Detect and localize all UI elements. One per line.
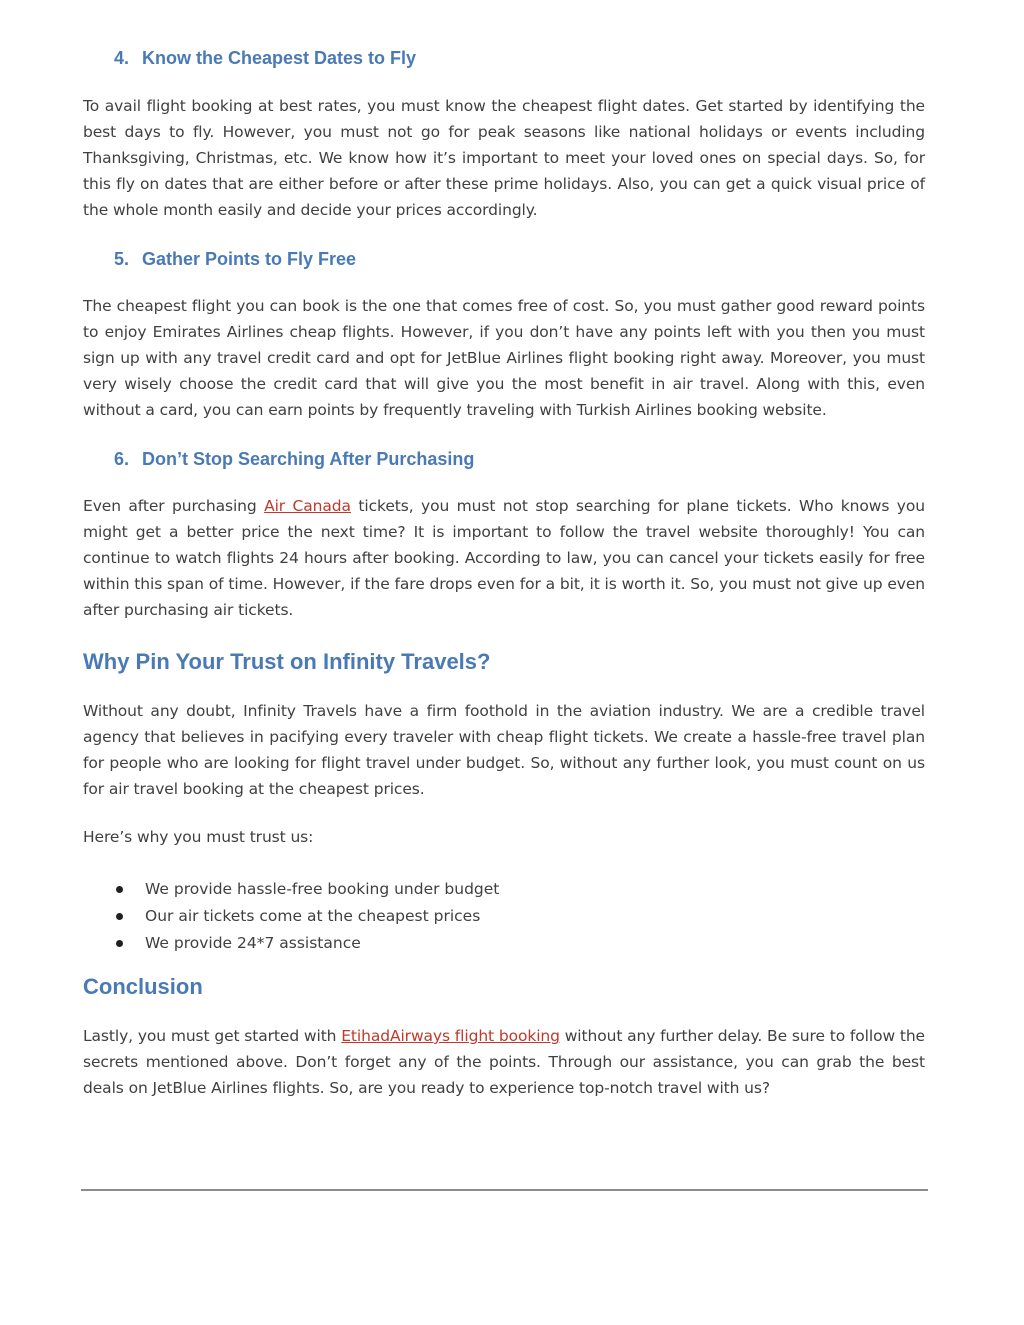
bullet-icon [116, 886, 123, 893]
list-item-text: We provide 24*7 assistance [145, 934, 361, 952]
section-body-5: The cheapest flight you can book is the one that comes free of cost. So, you must gather good reward points to enjoy Emirates Airlines cheap flights. However, if you don’t have any points left with you then you must sign up with any travel credit card and opt for JetBlue Airlines flight booking right away. Moreover, you must very wisely choose the credit card that will give you the most benefit in air travel. Along with this, even without a card, you can earn points by frequently traveling with Turkish Airlines booking website. [83, 297, 925, 419]
section-title: Know the Cheapest Dates to Fly [142, 48, 417, 68]
etihad-booking-link[interactable]: EtihadAirways flight booking [341, 1027, 560, 1045]
section-body-6 [83, 494, 925, 624]
trust-intro: Here’s why you must trust us: [83, 828, 314, 846]
body-text: Even after purchasing [83, 497, 265, 515]
body-text: Lastly, you must get started with [83, 1027, 342, 1045]
trust-bullet-list [114, 876, 499, 957]
list-item [114, 876, 499, 903]
body-text: without any further delay. Be sure to follow the secrets mentioned above. Don’t forget any of the points. Through our assistance, you can grab the best deals on JetBlue Airlines flights. So, are you ready to experience top-notch travel with us? [83, 1027, 925, 1097]
footer-divider [81, 1189, 928, 1191]
bullet-icon [116, 940, 123, 947]
conclusion-body [83, 1024, 925, 1102]
bullet-icon [116, 913, 123, 920]
section-number: 4. [114, 48, 130, 68]
list-item [114, 930, 499, 957]
conclusion-heading: Conclusion [83, 974, 203, 999]
list-item-text: Our air tickets come at the cheapest prices [145, 907, 481, 925]
section-heading-6 [114, 448, 474, 470]
body-text: tickets, you must not stop searching for plane tickets. Who knows you might get a better price the next time? It is important to follow the travel website thoroughly! You can continue to watch flights 24 hours after booking. According to law, you can cancel your tickets easily for free within this span of time. However, if the fare drops even for a bit, it is worth it. So, you must not give up even after purchasing air tickets. [83, 497, 925, 619]
section-title: Gather Points to Fly Free [142, 249, 357, 269]
list-item [114, 903, 499, 930]
section-heading-5 [114, 248, 356, 270]
trust-heading: Why Pin Your Trust on Infinity Travels? [83, 649, 491, 674]
section-number: 5. [114, 249, 130, 269]
section-title: Don’t Stop Searching After Purchasing [142, 449, 475, 469]
air-canada-link[interactable]: Air Canada [264, 497, 351, 515]
section-body-4: To avail flight booking at best rates, you must know the cheapest flight dates. Get started by identifying the best days to fly. However, you must not go for peak seasons like national holidays or events including Thanksgiving, Christmas, etc. We know how it’s important to meet your loved ones on special days. So, for this fly on dates that are either before or after these prime holidays. Also, you can get a quick visual price of the whole month easily and decide your prices accordingly. [83, 97, 925, 219]
list-item-text: We provide hassle-free booking under budget [145, 880, 500, 898]
trust-body: Without any doubt, Infinity Travels have a firm foothold in the aviation industry. We are a credible travel agency that believes in pacifying every traveler with cheap flight tickets. We create a hassle-free travel plan for people who are looking for flight travel under budget. So, without any further look, you must count on us for air travel booking at the cheapest prices. [83, 702, 925, 798]
section-heading-4 [114, 47, 416, 69]
section-number: 6. [114, 449, 130, 469]
